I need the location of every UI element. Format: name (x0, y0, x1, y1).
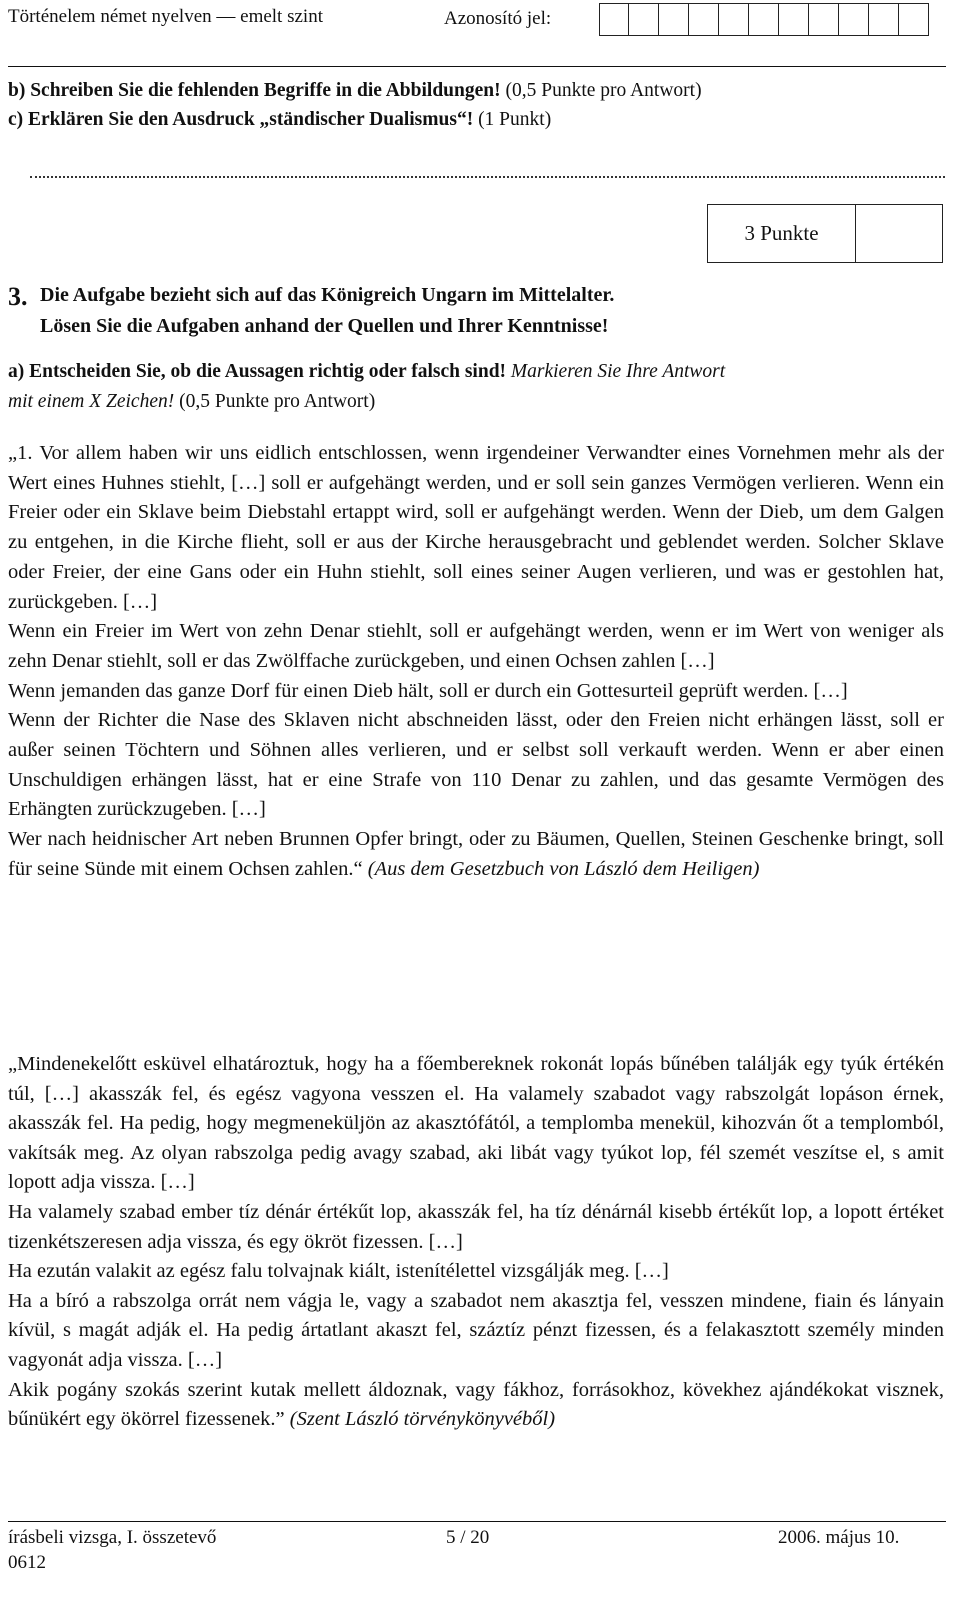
id-box[interactable] (869, 3, 899, 36)
source-hu-last: Akik pogány szokás szerint kutak mellett áldoznak, vagy fákhoz, forrásokhoz, kövekhez ajándékokat visznek, bűnükért egy ökörrel fizessenek.” (8, 1378, 944, 1431)
footer-rule (8, 1521, 946, 1522)
task-c-points: (1 Punkt) (473, 109, 552, 130)
id-label: Azonosító jel: (444, 8, 552, 29)
source-de-paragraph: Wenn ein Freier im Wert von zehn Denar stiehlt, soll er aufgehängt werden, wenn er im Wert von weniger als zehn Denar stiehlt, soll er das Zwölffache zurückgeben, und einen Ochsen zahlen […] (8, 620, 944, 672)
footer-code: 0612 (8, 1552, 46, 1573)
answer-line[interactable] (30, 164, 945, 178)
source-hu-paragraph: Ha a bíró a rabszolga orrát nem vágja le, vagy a szabadot nem akasztja fel, vesszen mindene, fiain és lányain kívül, s magát adják el. Ha pedig ártatlant akaszt fel, száztíz pénzt fizessen, és a felakasztott személy minden vagyonát adja vissza. […] (8, 1289, 944, 1371)
source-de-paragraph: „1. Vor allem haben wir uns eidlich entschlossen, wenn irgendeiner Verwandter eines Vornehmen mehr als der Wert eines Huhnes stiehlt, […] soll er aufgehängt werden, und er soll sein ganzes Vermögen verlieren. Wenn ein Freier oder ein Sklave beim Diebstahl ertappt wird, soll er aufgehängt werden. Wenn der Dieb, um dem Galgen zu entgehen, in die Kirche flieht, soll er aus der Kirche herausgebracht und geblendet werden. Solcher Sklave oder Freier, der eine Gans oder ein Huhn stiehlt, soll eines seiner Augen verlieren, und was er gestohlen hat, zurückgeben. […] (8, 442, 944, 613)
task-number: 3. (8, 282, 28, 311)
source-de-paragraph: Wenn jemanden das ganze Dorf für einen Dieb hält, soll er durch ein Gottesurteil geprüft werden. […] (8, 679, 848, 702)
header-rule (8, 66, 946, 67)
task3a-instruction-2 (8, 391, 375, 413)
source-hu-paragraph: Ha ezután valakit az egész falu tolvajnak kiált, istenítélettel vizsgálják meg. […] (8, 1260, 669, 1283)
header-subject: Történelem német nyelven — emelt szint (8, 6, 323, 27)
id-box[interactable] (599, 3, 629, 36)
id-box[interactable] (689, 3, 719, 36)
task3a-points: (0,5 Punkte pro Antwort) (174, 391, 376, 412)
source-hu-paragraph: Ha valamely szabad ember tíz dénár értékűt lop, akasszák fel, ha tíz dénárnál kisebb értékűt lop, a lopott értéket tizenkétszeresen adja vissza, és egy ökröt fizessen. […] (8, 1200, 944, 1253)
source-hu-paragraph-last (8, 1376, 944, 1435)
task-b (8, 80, 702, 102)
id-box[interactable] (779, 3, 809, 36)
id-box[interactable] (629, 3, 659, 36)
id-box[interactable] (899, 3, 929, 36)
id-box[interactable] (839, 3, 869, 36)
points-box (707, 204, 943, 263)
task-c-instruction: c) Erklären Sie den Ausdruck „ständischer Dualismus“! (8, 109, 474, 130)
id-box[interactable] (809, 3, 839, 36)
source-hu-paragraph: „Mindenekelőtt esküvel elhatároztuk, hogy ha a főembereknek rokonát lopás bűnében találják egy tyúk értékén túl, […] akasszák fel, és egész vagyona vesszen el. Ha valamely szabadot vagy rabszolgát lopáson érnek, akasszák fel. Ha pedig, hogy megmeneküljön az akasztófától, a templomba menekül, kihozván őt a templomból, vakítsák meg. Az olyan rabszolga pedig avagy szabad, aki libát vagy tyúkot lop, fél szemét veszítse el, s amit lopott adja vissza. […] (8, 1053, 944, 1194)
task3a-italic: Markieren Sie Ihre Antwort (506, 361, 726, 382)
id-boxes[interactable] (599, 3, 929, 36)
footer-date: 2006. május 10. (778, 1527, 900, 1548)
task3a-italic-2: mit einem X Zeichen! (8, 391, 175, 412)
page-number: 5 / 20 (446, 1527, 490, 1548)
source-hungarian (8, 1050, 944, 1435)
id-box[interactable] (749, 3, 779, 36)
points-score-field[interactable] (856, 204, 943, 263)
task-c (8, 109, 551, 131)
task-b-points: (0,5 Punkte pro Antwort) (500, 80, 702, 101)
task3-line1: Die Aufgabe bezieht sich auf das Königreich Ungarn im Mittelalter. (40, 284, 615, 306)
points-label: 3 Punkte (707, 204, 856, 263)
id-box[interactable] (659, 3, 689, 36)
task3-line2: Lösen Sie die Aufgaben anhand der Quellen und Ihrer Kenntnisse! (40, 315, 609, 337)
source-de-paragraph: Wenn der Richter die Nase des Sklaven nicht abschneiden lässt, oder den Freien nicht erhängen lässt, soll er außer seinen Töchtern und Söhnen alles verlieren, und er selbst soll verkauft werden. Wenn er aber einen Unschuldigen erhängen lässt, hat er eine Strafe von 110 Denar zu zahlen, und das gesamte Vermögen des Erhängten zurückzugeben. […] (8, 709, 944, 821)
id-box[interactable] (719, 3, 749, 36)
source-de-last: Wer nach heidnischer Art neben Brunnen Opfer bringt, oder zu Bäumen, Quellen, Steinen Geschenke bringt, soll für seine Sünde mit einem Ochsen zahlen.“ (8, 828, 944, 880)
task3a-instruction (8, 361, 725, 383)
footer-exam: írásbeli vizsga, I. összetevő (8, 1527, 217, 1548)
source-hu-citation: (Szent László törvénykönyvéből) (284, 1408, 556, 1431)
source-de-paragraph-last (8, 825, 944, 884)
source-de-citation: (Aus dem Gesetzbuch von László dem Heiligen) (362, 857, 760, 880)
source-german (8, 439, 944, 885)
task-b-instruction: b) Schreiben Sie die fehlenden Begriffe in die Abbildungen! (8, 80, 501, 101)
task3a-bold: a) Entscheiden Sie, ob die Aussagen richtig oder falsch sind! (8, 361, 507, 382)
